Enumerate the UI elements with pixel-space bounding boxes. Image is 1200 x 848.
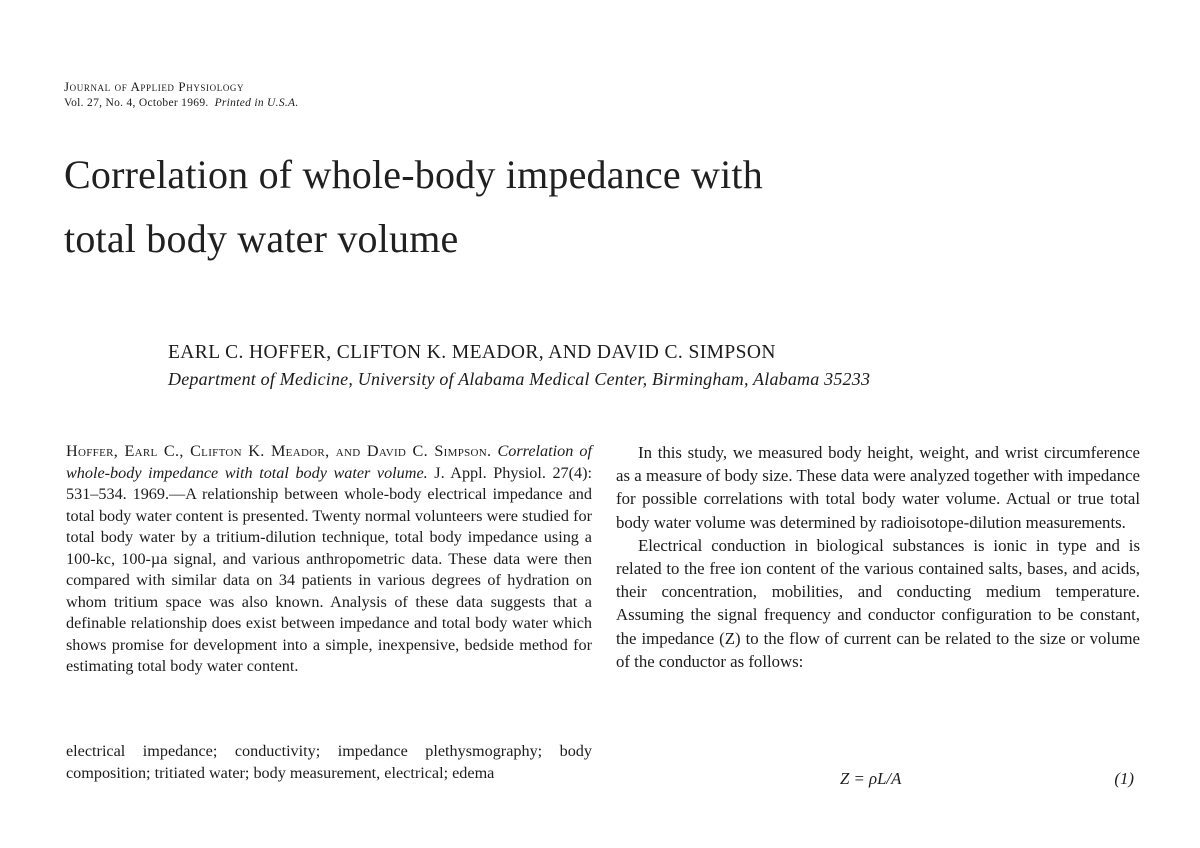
citation-title: Correlation of whole-body impedance with total body water volume. xyxy=(66,442,592,482)
journal-volume-line xyxy=(64,95,299,111)
equation-expression: Z = ρL/A xyxy=(840,769,902,788)
abstract-text: —A relationship between whole-body electrical impedance and total body water content is presented. Twenty normal volunteers were studied for total body water by a tritium-dilution technique, total body impedance using a 100-kc, 100-µa signal, and various anthropometric data. These data were then compared with similar data on 34 patients in various degrees of hydration on whom tritium space was also known. Analysis of these data suggests that a definable relationship does exist between impedance and total body water which shows promise for development into a simple, inexpensive, bedside method for estimating total body water content. xyxy=(66,485,592,675)
abstract xyxy=(66,441,592,678)
equation-1 xyxy=(616,767,1140,791)
author-list: EARL C. HOFFER, CLIFTON K. MEADOR, AND DAVID C. SIMPSON xyxy=(168,342,776,363)
equation-number: (1) xyxy=(1114,769,1134,788)
journal-volume: Vol. 27, No. 4, October 1969. xyxy=(64,97,209,109)
body-paragraph-1: In this study, we measured body height, weight, and wrist circumference as a measure of body size. These data were analyzed together with impedance for possible correlations with total body water volume. Actual or true total body water volume was determined by radioisotope-dilution measurements. xyxy=(616,443,1140,532)
citation-reference: J. Appl. Physiol. 27(4): 531–534. 1969. xyxy=(66,463,593,503)
keywords: electrical impedance; conductivity; impedance plethysmography; body composition; tritiated water; body measurement, electrical; edema xyxy=(66,742,592,782)
journal-header xyxy=(64,79,299,111)
body-paragraph-2: Electrical conduction in biological substances is ionic in type and is related to the free ion content of the various contained salts, bases, and acids, their concentration, mobilities, and conducting medium temperature. Assuming the signal frequency and conductor configuration to be constant, the impedance (Z) to the flow of current can be related to the size or volume of the conductor as follows: xyxy=(616,535,1140,671)
printed-note: Printed in U.S.A. xyxy=(214,97,299,109)
affiliation: Department of Medicine, University of Alabama Medical Center, Birmingham, Alabama 35233 xyxy=(168,369,871,389)
journal-name: Journal of Applied Physiology xyxy=(64,79,245,94)
paper-title: Correlation of whole-body impedance with total body water volume xyxy=(64,152,763,261)
body-column xyxy=(616,441,1140,673)
citation-authors: Hoffer, Earl C., Clifton K. Meador, and David C. Simpson. xyxy=(66,442,492,460)
